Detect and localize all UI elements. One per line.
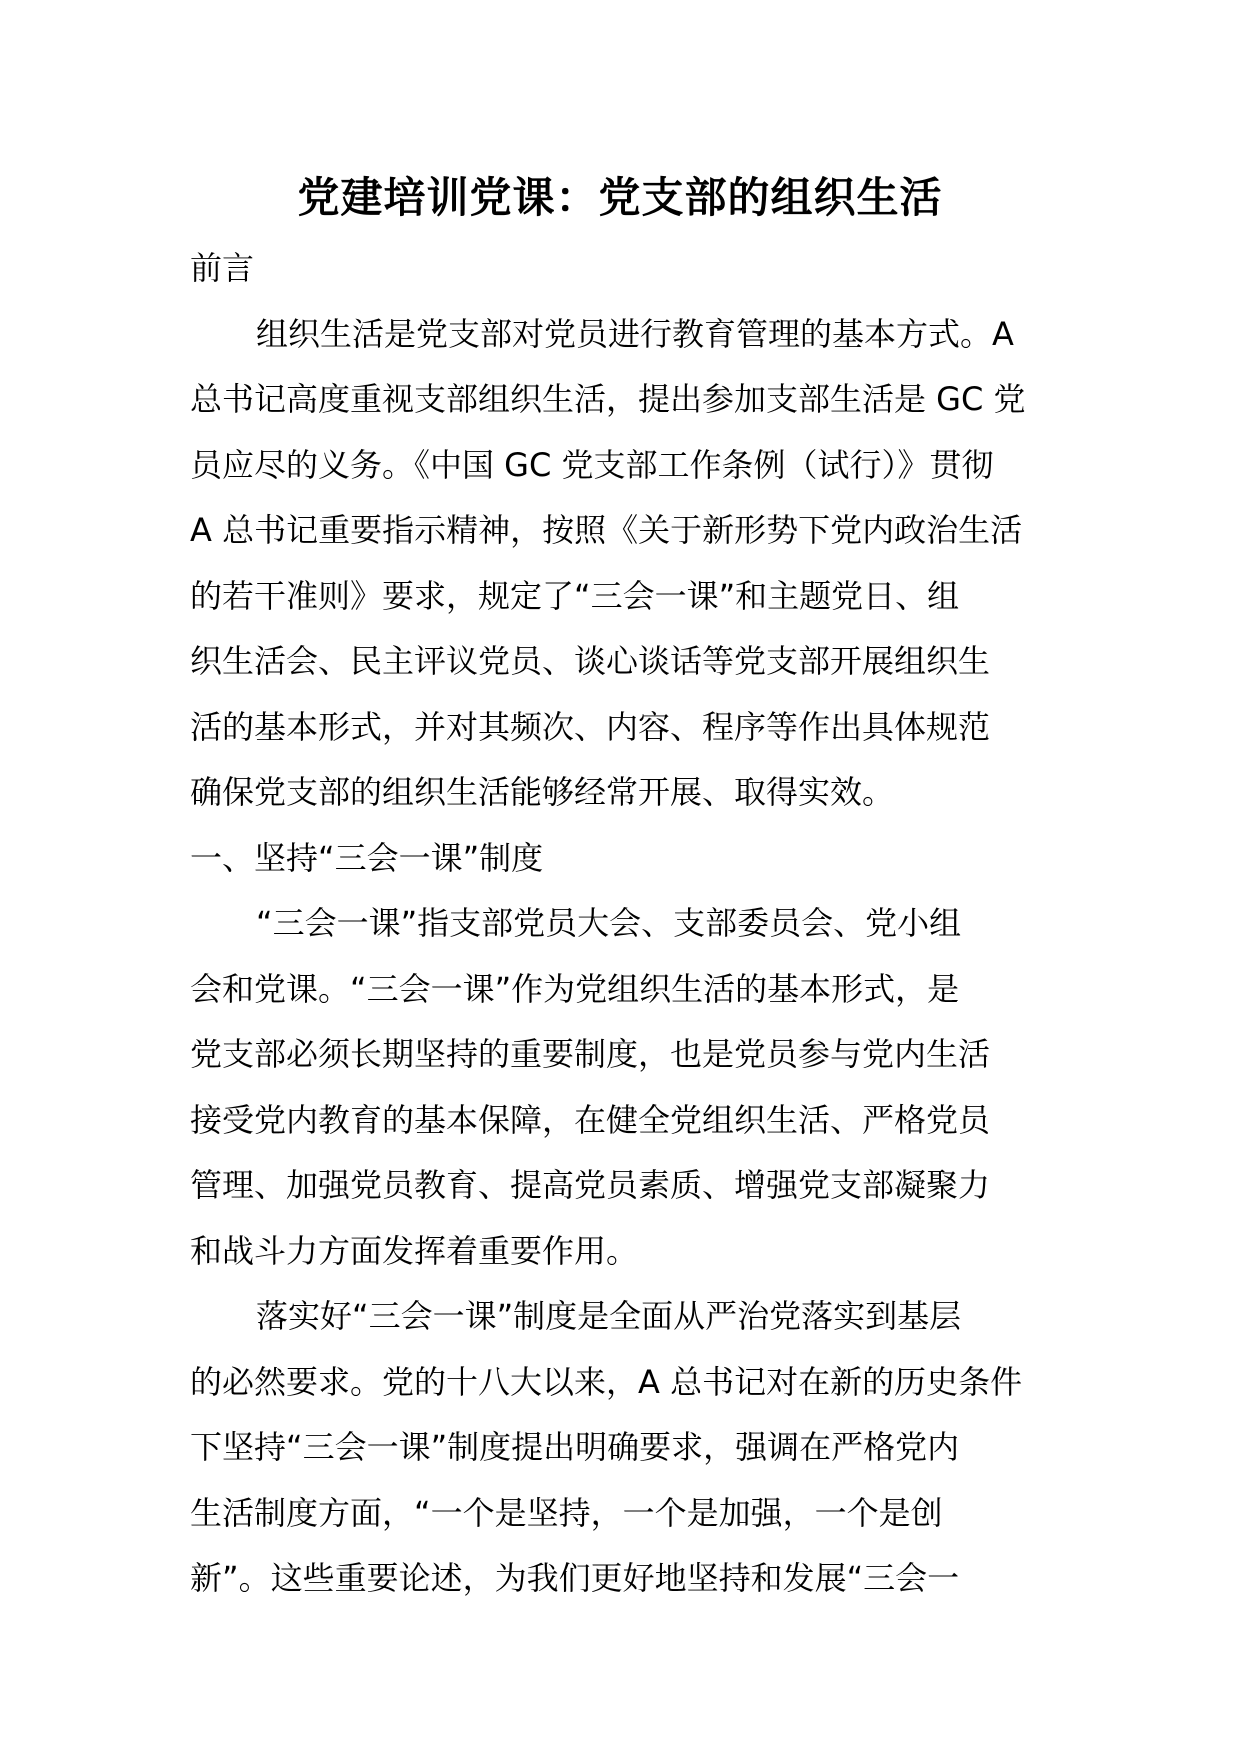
text-line: 落实好“三会一课”制度是全面从严治党落实到基层 <box>256 1297 962 1335</box>
text-line: 接受党内教育的基本保障，在健全党组织生活、严格党员 <box>190 1100 991 1139</box>
text-line: 织生活会、民主评议党员、谈心谈话等党支部开展组织生 <box>190 642 991 680</box>
document-body <box>190 236 1062 1612</box>
text-line: 组织生活是党支部对党员进行教育管理的基本方式。A <box>256 314 1014 353</box>
text-line: 的必然要求。党的十八大以来，A 总书记对在新的历史条件 <box>190 1362 1023 1401</box>
text-line: 管理、加强党员教育、提高党员素质、增强党支部凝聚力 <box>190 1166 991 1204</box>
text-line: 下坚持“三会一课”制度提出明确要求，强调在严格党内 <box>190 1428 960 1466</box>
text-line: 确保党支部的组织生活能够经常开展、取得实效。 <box>190 773 895 811</box>
page-title: 党建培训党课：党支部的组织生活 <box>297 173 943 222</box>
text-line: 一、坚持“三会一课”制度 <box>190 838 544 877</box>
text-line: 前言 <box>190 249 255 287</box>
text-line: 的若干准则》要求，规定了“三会一课”和主题党日、组 <box>190 576 960 615</box>
text-line: 活的基本形式，并对其频次、内容、程序等作出具体规范 <box>190 707 991 746</box>
text-line: 党支部必须长期坚持的重要制度，也是党员参与党内生活 <box>190 1035 991 1073</box>
text-line: 新”。这些重要论述，为我们更好地坚持和发展“三会一 <box>190 1559 960 1597</box>
text-line: 员应尽的义务。《中国 GC 党支部工作条例（试行）》贯彻 <box>190 445 994 484</box>
text-line: “三会一课”指支部党员大会、支部委员会、党小组 <box>256 904 962 942</box>
text-line: 生活制度方面，“一个是坚持，一个是加强，一个是创 <box>190 1493 943 1532</box>
text-line: A 总书记重要指示精神，按照《关于新形势下党内政治生活 <box>190 511 1023 549</box>
text-line: 总书记高度重视支部组织生活，提出参加支部生活是 GC 党 <box>190 380 1026 418</box>
text-line: 和战斗力方面发挥着重要作用。 <box>190 1231 639 1270</box>
text-line: 会和党课。“三会一课”作为党组织生活的基本形式，是 <box>190 969 960 1008</box>
